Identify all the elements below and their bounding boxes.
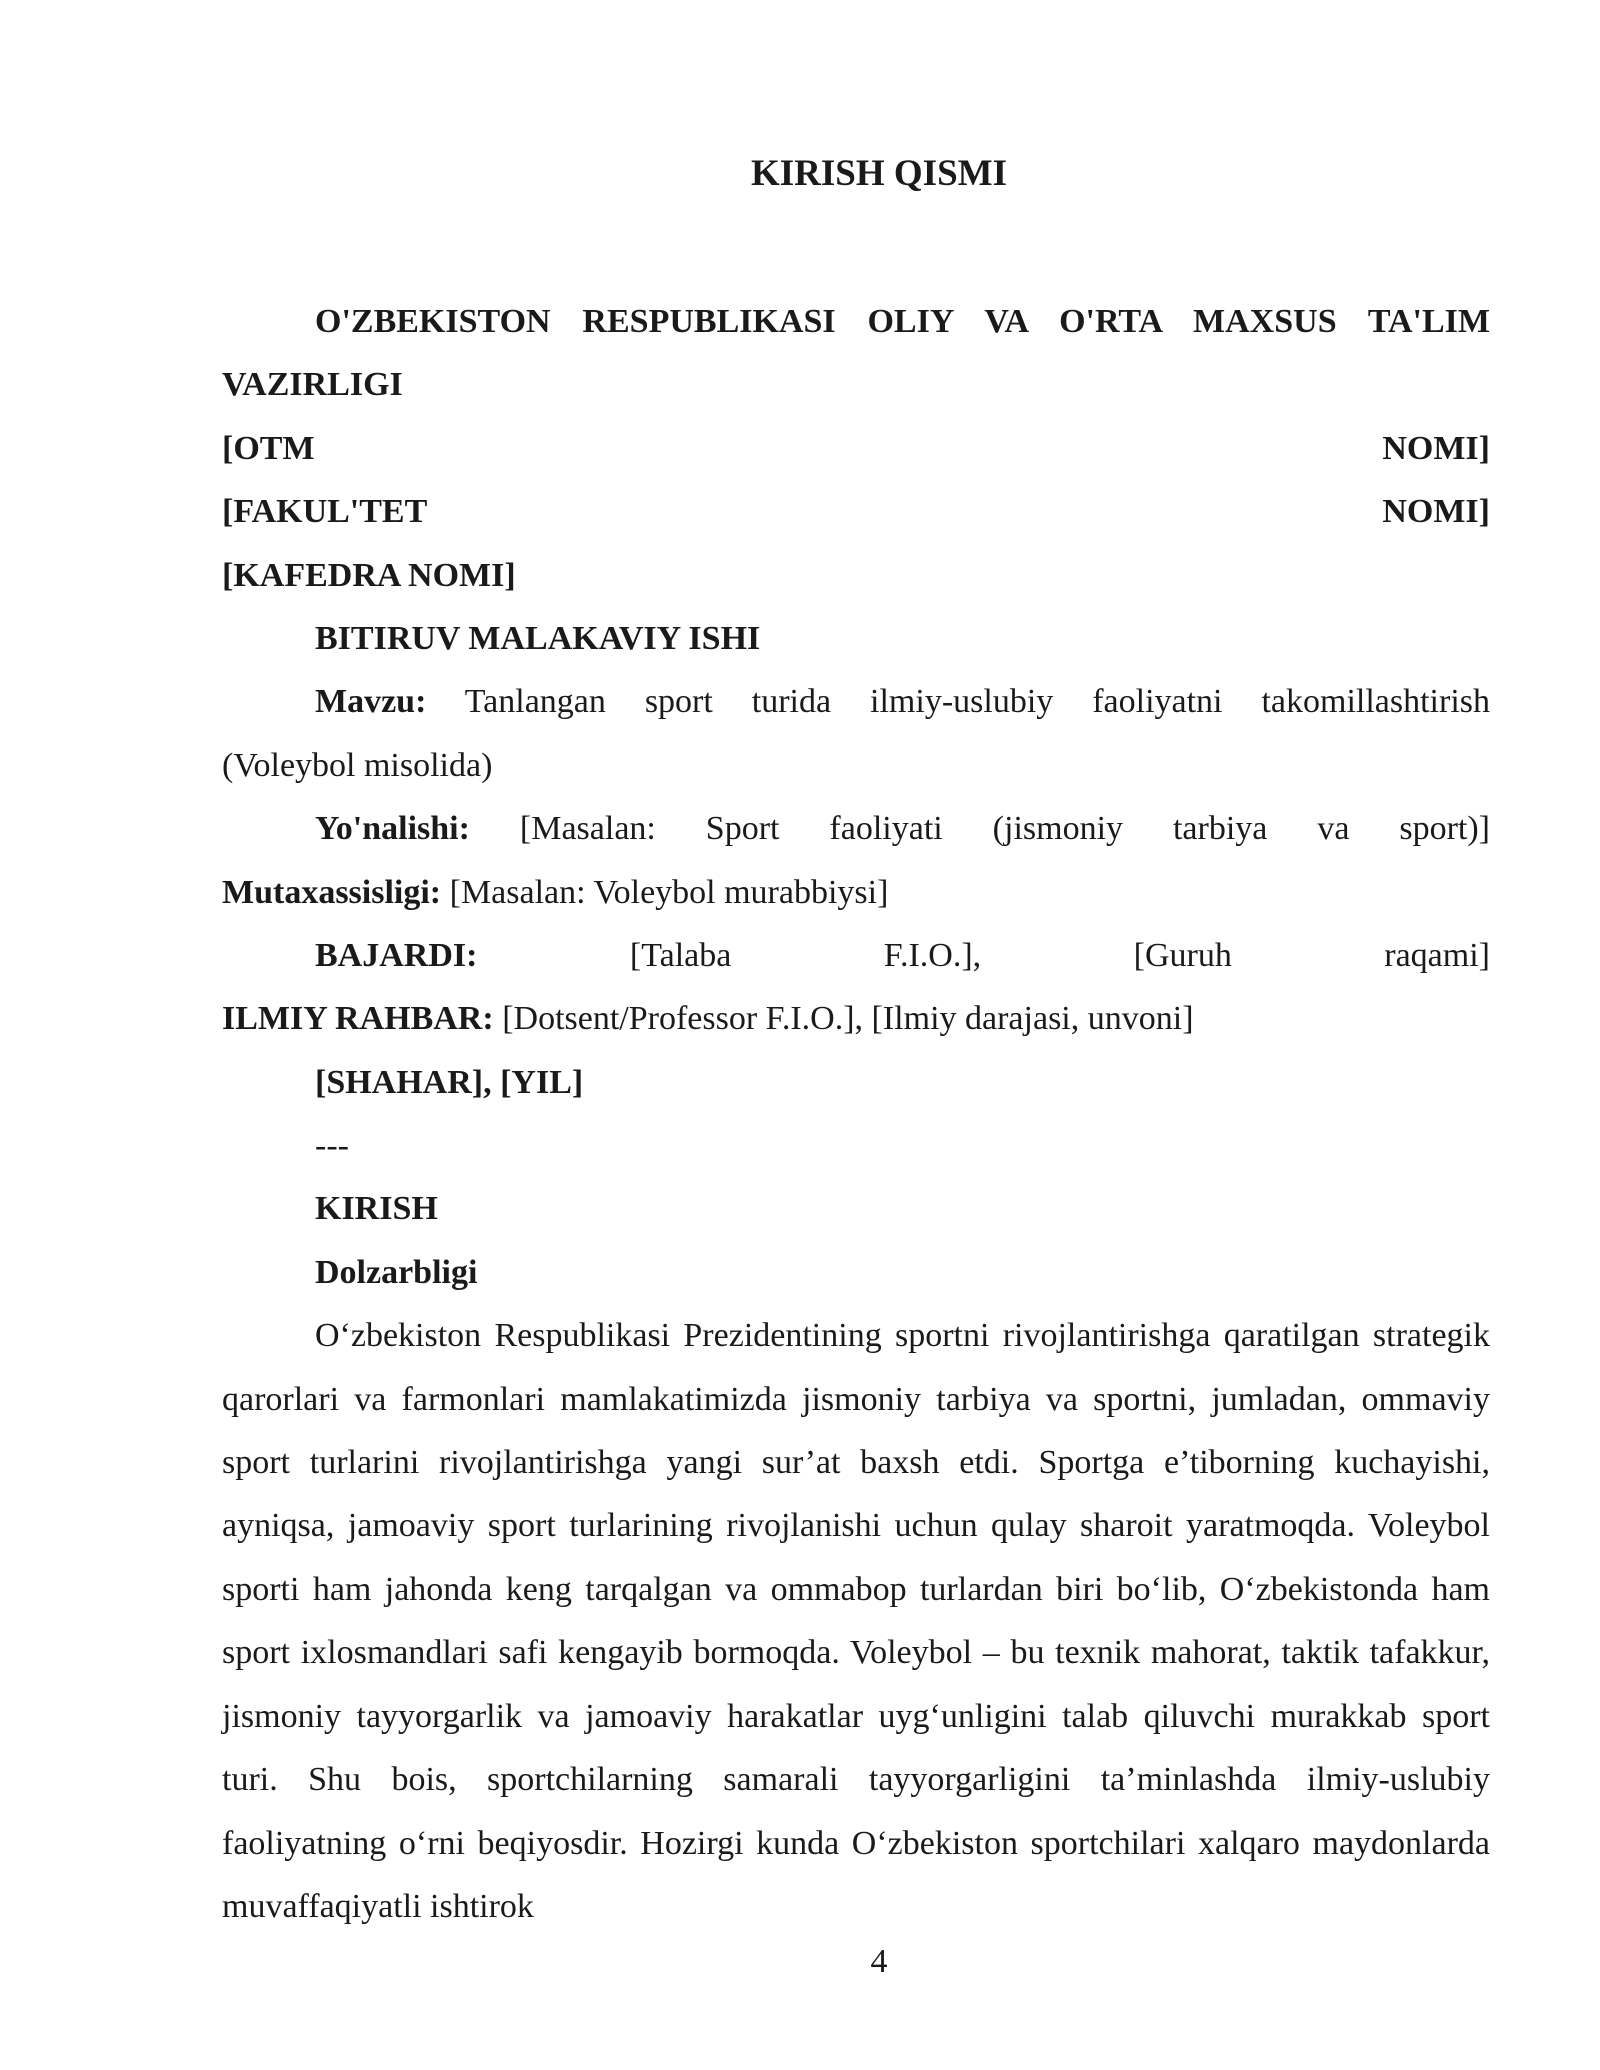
faculty-name-right: NOMI]	[1382, 493, 1490, 531]
topic-line-2: (Voleybol misolida)	[222, 746, 493, 784]
supervisor-value: [Dotsent/Professor F.I.O.], [Ilmiy darajasi, unvoni]	[502, 1000, 1194, 1038]
faculty-name-line	[222, 480, 1490, 543]
specialty-label: Mutaxassisligi:	[222, 873, 442, 911]
performer-value: [Talaba F.I.O.], [Guruh raqami]	[629, 936, 1490, 974]
work-type: BITIRUV MALAKAVIY ISHI	[315, 619, 761, 657]
department-name: [KAFEDRA NOMI]	[222, 556, 516, 594]
ministry-line-1: O'ZBEKISTON RESPUBLIKASI OLIY VA O'RTA MAXSUS TA'LIM	[315, 303, 1490, 340]
supervisor-line	[222, 987, 1490, 1050]
performer-label: BAJARDI:	[315, 936, 478, 974]
subsection-title: Dolzarbligi	[315, 1253, 478, 1291]
otm-name-left: [OTM	[222, 429, 315, 467]
performer-line	[222, 924, 1490, 987]
faculty-name-left: [FAKUL'TET	[222, 493, 428, 531]
otm-name-line	[222, 417, 1490, 480]
relevance-paragraph: O‘zbekiston Respublikasi Prezidentining sportni rivojlantirishga qaratilgan strategik qarorlari va farmonlari mamlakatimizda jismoniy tarbiya va sportni, jumladan, ommaviy sport turlarini rivojlantirishga yangi sur’at baxsh etdi. Sportga e’tiborning kuchayishi, ayniqsa, jamoaviy sport turlarining rivojlanishi uchun qulay sharoit yaratmoqda. Voleybol sporti ham jahonda keng tarqalgan va ommabop turlardan biri bo‘lib, O‘zbekistonda ham sport ixlosmandlari safi kengayib bormoqda. Voleybol – bu texnik mahorat, taktik tafakkur, jismoniy tayyorgarlik va jamoaviy harakatlar uyg‘unligini talab qiluvchi murakkab sport turi. Shu bois, sportchilarning samarali tayyorgarligini ta’minlashda ilmiy-uslubiy faoliyatning o‘rni beqiyosdir. Hozirgi kunda O‘zbekiston sportchilari xalqaro maydonlarda muvaffaqiyatli ishtirok	[222, 1317, 1490, 1925]
specialty-value: [Masalan: Voleybol murabbiysi]	[449, 873, 889, 911]
page-number: 4	[870, 1943, 888, 1980]
direction-line	[222, 797, 1490, 860]
section-title: KIRISH	[315, 1190, 438, 1228]
direction-value: [Masalan: Sport faoliyati (jismoniy tarbiya va sport)]	[519, 810, 1490, 848]
supervisor-label: ILMIY RAHBAR:	[222, 1000, 494, 1038]
topic-text: Tanlangan sport turida ilmiy-uslubiy faoliyatni takomillashtirish	[464, 683, 1490, 721]
city-year: [SHAHAR], [YIL]	[315, 1063, 584, 1101]
page-title: KIRISH QISMI	[751, 153, 1007, 194]
topic-line-1	[222, 670, 1490, 733]
document-body	[222, 290, 1490, 1938]
topic-label: Mavzu:	[315, 683, 427, 721]
otm-name-right: NOMI]	[1382, 429, 1490, 467]
separator: ---	[315, 1127, 349, 1165]
ministry-line-2: VAZIRLIGI	[222, 366, 403, 404]
specialty-line	[222, 861, 1490, 924]
direction-label: Yo'nalishi:	[315, 810, 470, 848]
